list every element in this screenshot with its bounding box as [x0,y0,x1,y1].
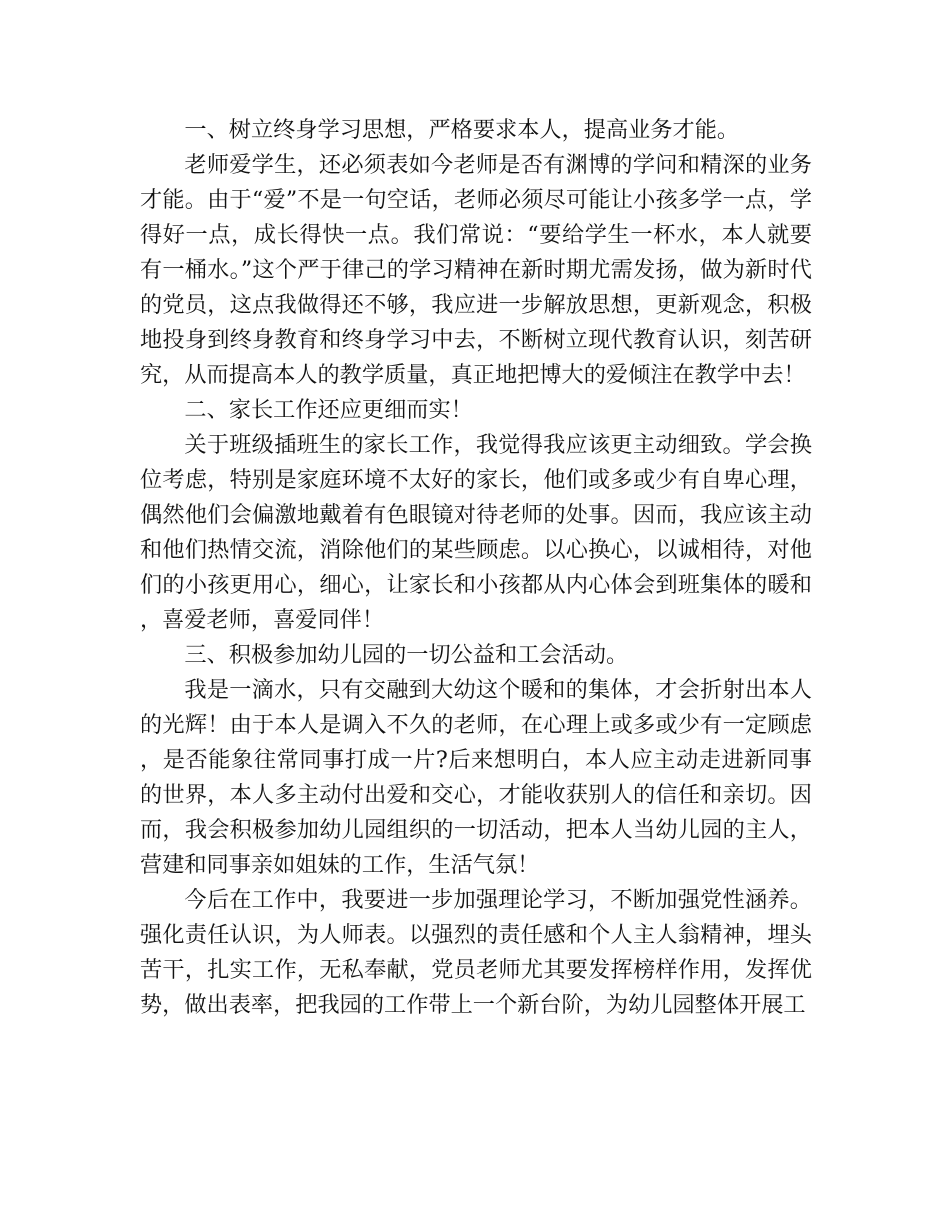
section-heading-2: 二、家长工作还应更细而实！ [184,397,473,423]
body-paragraph-4: 今后在工作中，我要进一步加强理论学习，不断加强党性涵养。强化责任认识，为人师表。以强烈的责任感和个人主人翁精神，埋头苦干，扎实工作，无私奉献，党员老师尤其要发挥榜样作用，发挥优势，做出表率，把我园的工作带上一个新台阶，为幼儿园整体开展工 [140,887,812,1018]
body-paragraph-2: 关于班级插班生的家长工作，我觉得我应该更主动细致。学会换位考虑，特别是家庭环境不太好的家长，他们或多或少有自卑心理，偶然他们会偏激地戴着有色眼镜对待老师的处事。因而，我应该主动和他们热情交流，消除他们的某些顾虑。以心换心，以诚相待，对他们的小孩更用心，细心，让家长和小孩都从内心体会到班集体的暖和，喜爱老师，喜爱同伴！ [140,432,812,633]
body-paragraph-3: 我是一滴水，只有交融到大幼这个暖和的集体，才会折射出本人的光辉！由于本人是调入不久的老师，在心理上或多或少有一定顾虑，是否能象往常同事打成一片?后来想明白，本人应主动走进新同事的世界，本人多主动付出爱和交心，才能收获别人的信任和亲切。因而，我会积极参加幼儿园组织的一切活动，把本人当幼儿园的主人，营建和同事亲如姐妹的工作，生活气氛！ [140,677,812,878]
section-heading-3: 三、积极参加幼儿园的一切公益和工会活动。 [184,642,629,668]
section-heading-1: 一、树立终身学习思想，严格要求本人，提高业务才能。 [184,117,740,143]
body-paragraph-1: 老师爱学生，还必须表如今老师是否有渊博的学问和精深的业务才能。由于“爱”不是一句空话，老师必须尽可能让小孩多学一点，学得好一点，成长得快一点。我们常说：“要给学生一杯水，本人就要有一桶水。”这个严于律己的学习精神在新时期尤需发扬，做为新时代的党员，这点我做得还不够，我应进一步解放思想，更新观念，积极地投身到终身教育和终身学习中去，不断树立现代教育认识，刻苦研究，从而提高本人的教学质量，真正地把博大的爱倾注在教学中去！ [140,152,812,388]
document-body [140,113,812,1023]
